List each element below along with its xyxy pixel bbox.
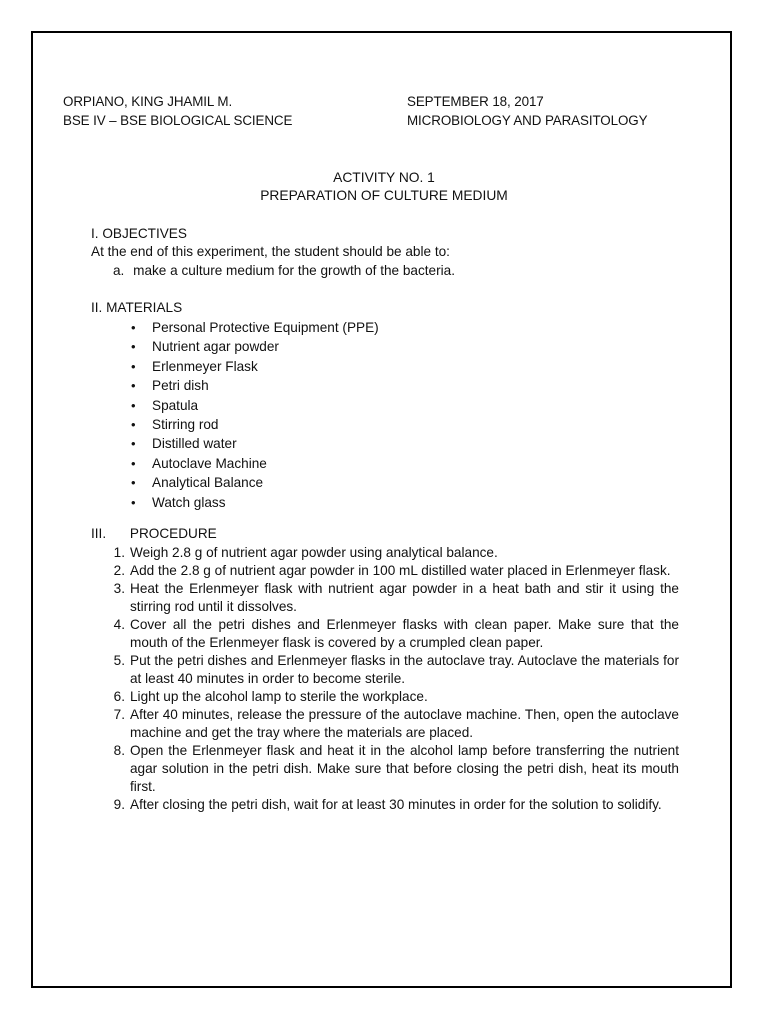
procedure-step xyxy=(109,580,679,616)
step-number: 9. xyxy=(113,797,125,812)
step-text: Add the 2.8 g of nutrient agar powder in 100 mL distilled water placed in Erlenmeyer flask. xyxy=(130,563,671,578)
step-number: 7. xyxy=(113,707,125,722)
objective-marker: a. xyxy=(113,263,125,278)
procedure-step xyxy=(109,706,679,742)
list-item: • Watch glass xyxy=(131,493,379,512)
list-item: • Distilled water xyxy=(131,434,379,453)
objective-item xyxy=(113,263,455,278)
activity-number: ACTIVITY NO. 1 xyxy=(333,170,435,185)
list-item: • Stirring rod xyxy=(131,415,379,434)
course-line: BSE IV – BSE BIOLOGICAL SCIENCE xyxy=(63,113,293,128)
objective-text: make a culture medium for the growth of the bacteria. xyxy=(133,263,456,278)
procedure-step xyxy=(109,562,679,580)
step-number: 5. xyxy=(113,653,125,668)
list-item: • Analytical Balance xyxy=(131,473,379,492)
step-text: Put the petri dishes and Erlenmeyer flasks in the autoclave tray. Autoclave the materials for at least 40 minutes in order to become sterile. xyxy=(130,653,679,686)
step-number: 4. xyxy=(113,617,125,632)
procedure-heading xyxy=(91,526,217,541)
step-number: 8. xyxy=(113,743,125,758)
objectives-heading: I. OBJECTIVES xyxy=(91,226,187,241)
list-item: • Petri dish xyxy=(131,376,379,395)
step-text: After 40 minutes, release the pressure of the autoclave machine. Then, open the autoclave machine and get the tray where the materials are placed. xyxy=(130,707,679,740)
procedure-step xyxy=(109,616,679,652)
step-text: Weigh 2.8 g of nutrient agar powder using analytical balance. xyxy=(130,545,498,560)
list-item: • Autoclave Machine xyxy=(131,454,379,473)
step-number: 6. xyxy=(113,689,125,704)
procedure-step xyxy=(109,742,679,796)
procedure-step xyxy=(109,544,679,562)
step-number: 3. xyxy=(113,581,125,596)
step-text: Heat the Erlenmeyer flask with nutrient agar powder in a heat bath and stir it using the stirring rod until it dissolves. xyxy=(130,581,679,614)
step-number: 1. xyxy=(113,545,125,560)
procedure-heading-label: PROCEDURE xyxy=(129,526,217,541)
step-text: Cover all the petri dishes and Erlenmeyer flasks with clean paper. Make sure that the mouth of the Erlenmeyer flask is covered by a crumpled clean paper. xyxy=(130,617,679,650)
step-text: Light up the alcohol lamp to sterile the workplace. xyxy=(130,689,428,704)
student-name: ORPIANO, KING JHAMIL M. xyxy=(63,94,233,109)
step-text: Open the Erlenmeyer flask and heat it in the alcohol lamp before transferring the nutrient agar solution in the petri dish. Make sure that before closing the petri dish, heat its mouth first. xyxy=(130,743,679,794)
procedure-heading-number: III. xyxy=(91,526,107,541)
list-item: • Erlenmeyer Flask xyxy=(131,357,379,376)
subject-line: MICROBIOLOGY AND PARASITOLOGY xyxy=(407,113,648,128)
list-item: • Nutrient agar powder xyxy=(131,337,379,356)
list-item: • Personal Protective Equipment (PPE) xyxy=(131,318,379,337)
materials-list xyxy=(131,318,379,512)
procedure-step xyxy=(109,688,679,706)
date-line: SEPTEMBER 18, 2017 xyxy=(407,94,544,109)
step-text: After closing the petri dish, wait for at least 30 minutes in order for the solution to solidify. xyxy=(130,797,662,812)
procedure-step xyxy=(109,796,679,814)
objectives-intro: At the end of this experiment, the student should be able to: xyxy=(91,244,450,259)
list-item: • Spatula xyxy=(131,396,379,415)
activity-title: PREPARATION OF CULTURE MEDIUM xyxy=(260,188,508,203)
materials-heading: II. MATERIALS xyxy=(91,300,183,315)
procedure-steps xyxy=(109,544,679,814)
procedure-step xyxy=(109,652,679,688)
step-number: 2. xyxy=(113,563,125,578)
